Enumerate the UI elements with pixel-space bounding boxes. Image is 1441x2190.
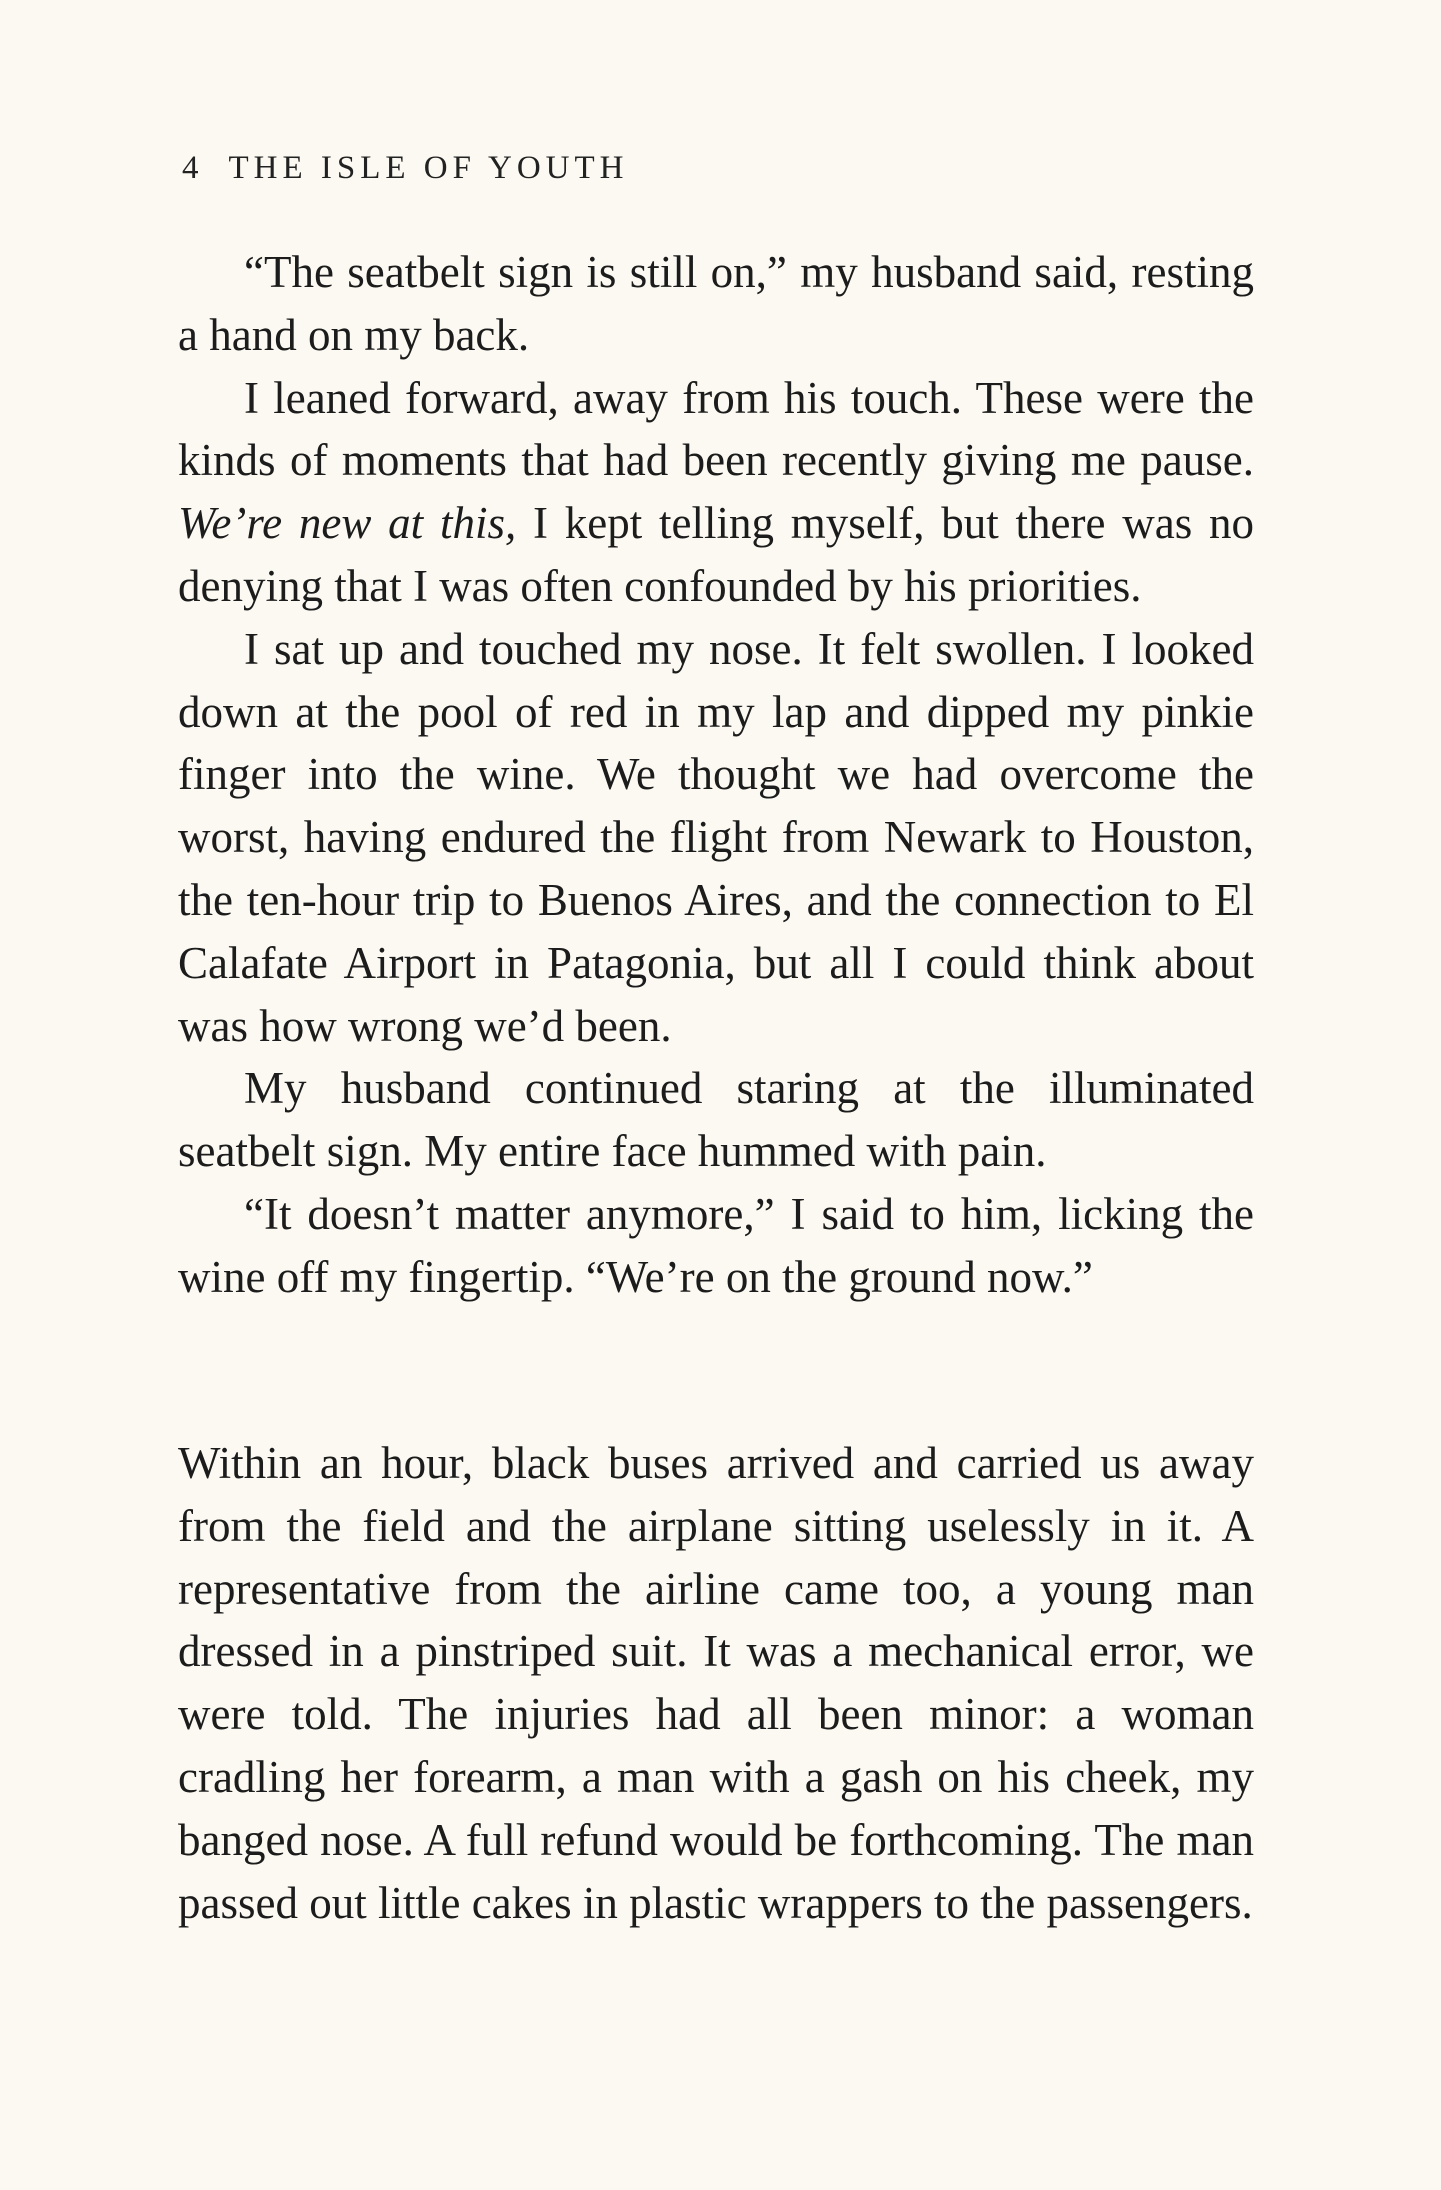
book-title: THE ISLE OF YOUTH [228, 150, 629, 186]
text-block-2 [178, 1432, 1254, 1934]
paragraph-6: Within an hour, black buses arrived and carried us away from the field and the airplane sitting uselessly in it. A representative from the airline came too, a young man dressed in a pinstriped suit. It was a mechanical error, we were told. The injuries had all been minor: a woman cradling her forearm, a man with a gash on his cheek, my banged nose. A full refund would be forthcoming. The man passed out little cakes in plastic wrappers to the passengers. [178, 1438, 1254, 1928]
paragraph-2 [178, 367, 1254, 618]
paragraph-1: “The seatbelt sign is still on,” my husband said, resting a hand on my back. [178, 247, 1254, 360]
paragraph-5: “It doesn’t matter anymore,” I said to him, licking the wine off my fingertip. “We’re on the ground now.” [178, 1188, 1254, 1302]
paragraph-2-before: I leaned forward, away from his touch. These were the kinds of moments that had been recently giving me pause. [178, 372, 1254, 486]
page-number: 4 [182, 150, 199, 186]
paragraph-3: I sat up and touched my nose. It felt swollen. I looked down at the pool of red in my lap and dipped my pinkie finger into the wine. We thought we had overcome the worst, having endured the flight from Newark to Houston, the ten-hour trip to Buenos Aires, and the connection to El Calafate Airport in Patagonia, but all I could think about was how wrong we’d been. [178, 623, 1254, 1051]
text-block-1 [178, 241, 1254, 1309]
paragraph-4: My husband continued staring at the illuminated seatbelt sign. My entire face hummed with pain. [178, 1063, 1254, 1177]
running-head [182, 150, 629, 187]
italic-phrase: We’re new at this, [178, 498, 517, 549]
paragraph-2-after: I kept telling myself, but there was no denying that I was often confounded by his priorities. [178, 498, 1255, 611]
